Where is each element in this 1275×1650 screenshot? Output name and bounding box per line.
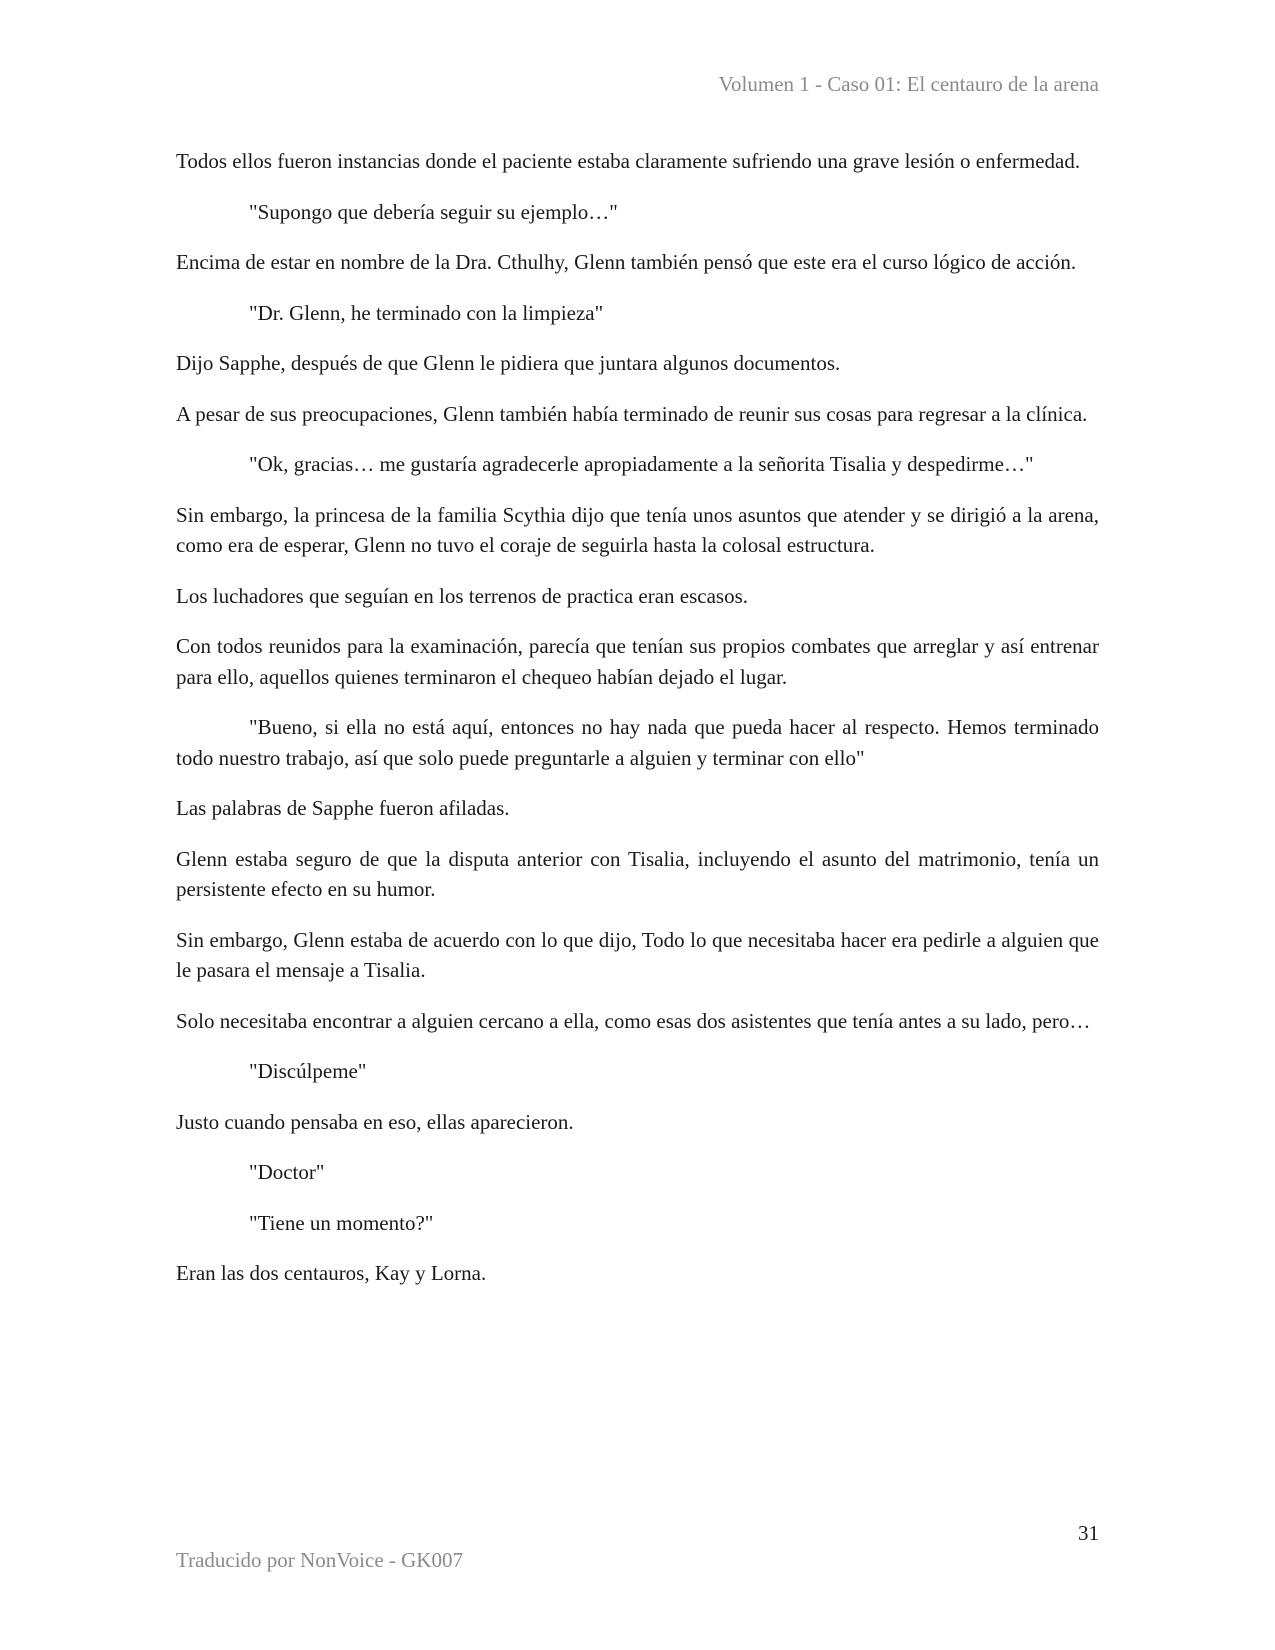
- paragraph: Todos ellos fueron instancias donde el paciente estaba claramente sufriendo una grave lesión o enfermedad.: [176, 149, 1081, 173]
- dialogue-line: "Discúlpeme": [249, 1059, 367, 1083]
- paragraph: Justo cuando pensaba en eso, ellas aparecieron.: [176, 1109, 574, 1134]
- paragraph: Dijo Sapphe, después de que Glenn le pidiera que juntara algunos documentos.: [176, 351, 841, 375]
- paragraph: Glenn estaba seguro de que la disputa anterior con Tisalia, incluyendo el asunto del matrimonio, tenía un persistente efecto en su humor.: [176, 846, 1099, 901]
- dialogue-line: "Bueno, si ella no está aquí, entonces no hay nada que pueda hacer al respecto. Hemos terminado todo nuestro trabajo, así que solo puede preguntarle a alguien y terminar con ello": [176, 715, 1099, 770]
- running-header: Volumen 1 - Caso 01: El centauro de la arena: [718, 72, 1099, 96]
- dialogue-line: "Supongo que debería seguir su ejemplo…": [249, 199, 618, 224]
- paragraph: Eran las dos centauros, Kay y Lorna.: [176, 1261, 487, 1285]
- page-number: 31: [1078, 1521, 1099, 1545]
- paragraph: Con todos reunidos para la examinación, parecía que tenían sus propios combates que arreglar y así entrenar para ello, aquellos quienes terminaron el chequeo habían dejado el lugar.: [176, 634, 1099, 689]
- paragraph: A pesar de sus preocupaciones, Glenn también había terminado de reunir sus cosas para regresar a la clínica.: [176, 401, 1088, 426]
- dialogue-line: "Dr. Glenn, he terminado con la limpieza": [249, 300, 604, 325]
- dialogue-line: "Tiene un momento?": [249, 1210, 434, 1235]
- paragraph: Sin embargo, Glenn estaba de acuerdo con lo que dijo, Todo lo que necesitaba hacer era pedirle a alguien que le pasara el mensaje a Tisalia.: [176, 927, 1099, 982]
- paragraph: Los luchadores que seguían en los terrenos de practica eran escasos.: [176, 583, 749, 608]
- dialogue-line: "Ok, gracias… me gustaría agradecerle apropiadamente a la señorita Tisalia y despedirme…": [249, 452, 1034, 476]
- body-text: [176, 146, 1099, 1309]
- paragraph: Sin embargo, la princesa de la familia Scythia dijo que tenía unos asuntos que atender y se dirigió a la arena, como era de esperar, Glenn no tuvo el coraje de seguirla hasta la colosal estructura.: [176, 502, 1099, 557]
- paragraph: Encima de estar en nombre de la Dra. Cthulhy, Glenn también pensó que este era el curso lógico de acción.: [176, 250, 1077, 274]
- dialogue-line: "Doctor": [249, 1160, 325, 1184]
- translator-credit: Traducido por NonVoice - GK007: [176, 1548, 463, 1572]
- paragraph: Las palabras de Sapphe fueron afiladas.: [176, 796, 510, 820]
- paragraph: Solo necesitaba encontrar a alguien cercano a ella, como esas dos asistentes que tenía antes a su lado, pero…: [176, 1008, 1091, 1033]
